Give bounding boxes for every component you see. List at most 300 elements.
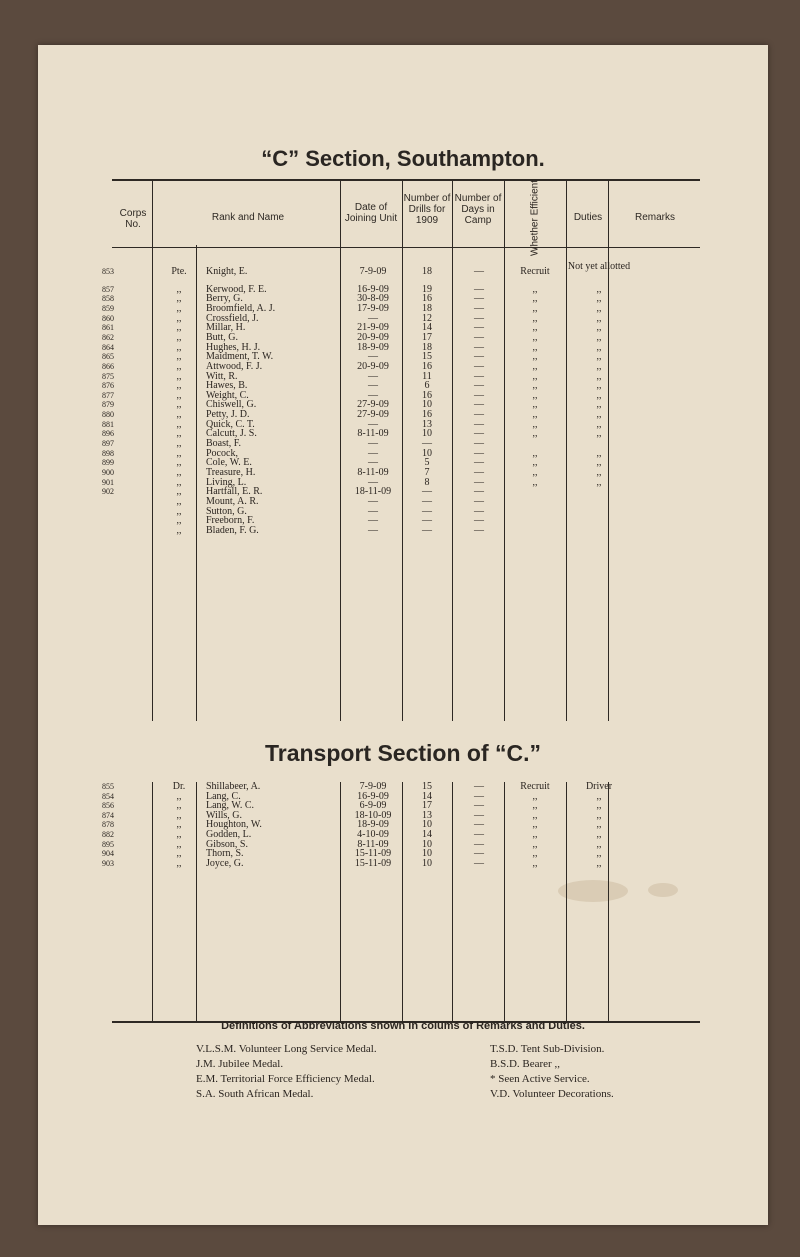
camp-days: —	[474, 266, 484, 277]
duties-value: ,,	[596, 790, 602, 802]
joining-date: 20-9-09	[357, 360, 389, 372]
rank: ,,	[176, 495, 182, 507]
drills-count: 14	[422, 322, 432, 334]
camp-days: —	[474, 380, 484, 392]
rank: ,,	[176, 331, 182, 343]
member-name: Hawes, B.	[206, 380, 248, 392]
joining-date: —	[368, 418, 378, 430]
header-drills: Number of Drills for 1909	[403, 193, 451, 226]
rank: ,,	[176, 819, 182, 831]
camp-days: —	[474, 524, 484, 536]
definition-item: S.A. South African Medal.	[196, 1088, 314, 1100]
duties-value: ,,	[596, 457, 602, 469]
joining-date: 16-9-09	[357, 283, 389, 295]
header-days-camp: Number of Days in Camp	[454, 193, 502, 226]
joining-date: 8-11-09	[357, 838, 389, 850]
definition-item: J.M. Jubilee Medal.	[196, 1058, 284, 1070]
drills-count: 7	[424, 467, 430, 478]
rank: ,,	[176, 302, 182, 314]
camp-days: —	[474, 838, 484, 850]
drills-count: —	[422, 438, 432, 450]
joining-date: 27-9-09	[357, 399, 389, 411]
corps-number: 854	[102, 791, 114, 801]
drills-count: 19	[422, 283, 432, 295]
camp-days: —	[474, 293, 484, 305]
joining-date: 4-10-09	[357, 829, 389, 840]
table-top-rule	[112, 179, 700, 181]
duties-value: ,,	[596, 312, 602, 324]
duties-value: ,,	[596, 838, 602, 850]
rank: ,,	[176, 524, 182, 536]
duties-value: ,,	[596, 800, 602, 812]
corps-number: 860	[102, 313, 114, 323]
camp-days: —	[474, 351, 484, 363]
efficiency-status: ,,	[532, 283, 538, 295]
rank: ,,	[176, 389, 182, 401]
joining-date: —	[368, 351, 378, 363]
rank: ,,	[176, 848, 182, 860]
efficiency-status: ,,	[532, 360, 538, 372]
corps-number: 875	[102, 371, 114, 381]
duties-value: ,,	[596, 399, 602, 411]
efficiency-status: ,,	[532, 331, 538, 343]
member-name: Pocock,	[206, 447, 238, 459]
header-efficient-cell	[504, 180, 566, 256]
drills-count: 14	[422, 829, 432, 840]
header-duties: Duties	[573, 212, 603, 223]
joining-date: 7-9-09	[359, 266, 387, 277]
rank: ,,	[176, 351, 182, 363]
member-name: Sutton, G.	[206, 505, 247, 517]
member-name: Hartfall, E. R.	[206, 486, 263, 498]
definition-item: V.D. Volunteer Decorations.	[490, 1088, 614, 1100]
efficiency-status: ,,	[532, 848, 538, 860]
drills-count: 18	[422, 341, 432, 353]
corps-number: 859	[102, 303, 114, 313]
camp-days: —	[474, 360, 484, 372]
drills-count: 18	[422, 266, 432, 277]
duties-value: ,,	[596, 819, 602, 831]
drills-count: 13	[422, 418, 432, 430]
joining-date: —	[368, 389, 378, 401]
drills-count: 18	[422, 302, 432, 314]
corps-number: 882	[102, 830, 114, 839]
duties-value: ,,	[596, 476, 602, 488]
duties-value: ,,	[596, 380, 602, 392]
corps-number: 896	[102, 429, 114, 439]
joining-date: —	[368, 447, 378, 459]
member-name: Chiswell, G.	[206, 399, 257, 411]
member-name: Attwood, F. J.	[206, 360, 263, 372]
member-name: Bladen, F. G.	[206, 524, 259, 536]
drills-count: 16	[422, 389, 432, 401]
efficiency-status: ,,	[532, 351, 538, 363]
efficiency-status: ,,	[532, 790, 538, 802]
camp-days: —	[474, 495, 484, 507]
camp-days: —	[474, 790, 484, 802]
member-name: Hughes, H. J.	[206, 341, 261, 353]
corps-number: 866	[102, 361, 114, 371]
rank: ,,	[176, 283, 182, 295]
rank: ,,	[176, 790, 182, 802]
definition-item: E.M. Territorial Force Efficiency Medal.	[196, 1073, 375, 1085]
definition-item: * Seen Active Service.	[490, 1073, 590, 1085]
duties-value: Not yet allotted	[567, 261, 631, 272]
corps-number: 865	[102, 352, 114, 362]
header-efficient: Whether Efficient	[529, 180, 541, 256]
drills-count: 12	[422, 312, 432, 324]
member-name: Crossfield, J.	[206, 312, 259, 324]
camp-days: —	[474, 302, 484, 314]
efficiency-status: ,,	[532, 476, 538, 488]
joining-date: 18-11-09	[354, 486, 392, 498]
drills-count: 10	[422, 399, 432, 411]
camp-days: —	[474, 331, 484, 343]
drills-count: 11	[422, 370, 432, 382]
duties-value: ,,	[596, 351, 602, 363]
duties-value: ,,	[596, 809, 602, 821]
corps-number: 862	[102, 332, 114, 342]
camp-days: —	[474, 857, 484, 869]
drills-count: —	[422, 524, 432, 536]
corps-number: 902	[102, 487, 114, 497]
member-name: Calcutt, J. S.	[206, 428, 257, 440]
drills-count: —	[422, 515, 432, 527]
transport-row	[38, 858, 768, 869]
drills-count: —	[422, 495, 432, 507]
member-name: Gibson, S.	[206, 838, 248, 850]
duties-value: ,,	[596, 409, 602, 421]
member-name: Thorn, S.	[206, 848, 244, 860]
drills-count: 17	[422, 800, 432, 812]
corps-number: 876	[102, 381, 114, 391]
rank: ,,	[176, 515, 182, 527]
rank: ,,	[176, 399, 182, 411]
header-corps-no: Corps No.	[119, 208, 147, 230]
camp-days: —	[474, 486, 484, 498]
rank: ,,	[176, 438, 182, 450]
duties-value: ,,	[596, 447, 602, 459]
drills-count: 16	[422, 360, 432, 372]
duties-value: ,,	[596, 360, 602, 372]
efficiency-status: Recruit	[520, 781, 550, 792]
paper-stain	[648, 883, 678, 897]
drills-count: —	[422, 505, 432, 517]
duties-value: ,,	[596, 418, 602, 430]
efficiency-status: ,,	[532, 819, 538, 831]
camp-days: —	[474, 283, 484, 295]
efficiency-status: ,,	[532, 341, 538, 353]
corps-number: 904	[102, 849, 114, 859]
corps-number: 903	[102, 858, 114, 868]
joining-date: 20-9-09	[357, 331, 389, 343]
member-name: Weight, C.	[206, 389, 249, 401]
definitions-title: Definitions of Abbreviations shown in colums of Remarks and Duties.	[221, 1020, 585, 1032]
efficiency-status: ,,	[532, 809, 538, 821]
efficiency-status: ,,	[532, 428, 538, 440]
duties-value: Driver	[585, 781, 613, 792]
camp-days: —	[474, 515, 484, 527]
member-name: Knight, E.	[206, 266, 248, 277]
corps-number: 856	[102, 801, 114, 811]
corps-number: 881	[102, 419, 114, 429]
efficiency-status: ,,	[532, 800, 538, 812]
corps-number: 858	[102, 294, 114, 304]
camp-days: —	[474, 829, 484, 840]
camp-days: —	[474, 476, 484, 488]
rank: ,,	[176, 312, 182, 324]
transport-section-title: Transport Section of “C.”	[264, 740, 542, 766]
member-name: Lang, C.	[206, 790, 241, 802]
member-name: Cole, W. E.	[206, 457, 252, 469]
rank: ,,	[176, 380, 182, 392]
drills-count: 14	[422, 790, 432, 802]
rank: ,,	[176, 447, 182, 459]
camp-days: —	[474, 409, 484, 421]
corps-number: 857	[102, 284, 114, 294]
corps-number: 861	[102, 323, 114, 333]
duties-value: ,,	[596, 293, 602, 305]
camp-days: —	[474, 467, 484, 478]
member-row	[38, 525, 768, 536]
drills-count: —	[422, 486, 432, 498]
efficiency-status: ,,	[532, 370, 538, 382]
rank: ,,	[176, 322, 182, 334]
rank: ,,	[176, 418, 182, 430]
rank: ,,	[176, 428, 182, 440]
efficiency-status: ,,	[532, 857, 538, 869]
joining-date: —	[368, 495, 378, 507]
efficiency-status: ,,	[532, 389, 538, 401]
efficiency-status: ,,	[532, 418, 538, 430]
drills-count: 10	[422, 848, 432, 860]
joining-date: 18-9-09	[357, 819, 389, 831]
definition-item: B.S.D. Bearer ,,	[490, 1058, 560, 1070]
camp-days: —	[474, 418, 484, 430]
rank: ,,	[176, 838, 182, 850]
duties-value: ,,	[596, 389, 602, 401]
rank: Pte.	[171, 266, 187, 277]
definition-item: V.L.S.M. Volunteer Long Service Medal.	[196, 1043, 377, 1055]
camp-days: —	[474, 428, 484, 440]
rank: ,,	[176, 857, 182, 869]
joining-date: —	[368, 515, 378, 527]
joining-date: 15-11-09	[354, 848, 392, 860]
joining-date: —	[368, 476, 378, 488]
drills-count: 10	[422, 857, 432, 869]
rank: ,,	[176, 829, 182, 840]
rank: ,,	[176, 467, 182, 478]
drills-count: 15	[422, 351, 432, 363]
efficiency-status: ,,	[532, 380, 538, 392]
corps-number: 880	[102, 410, 114, 420]
camp-days: —	[474, 800, 484, 812]
document-sheet	[38, 45, 768, 1225]
corps-number: 898	[102, 448, 114, 458]
joining-date: 8-11-09	[357, 467, 389, 478]
camp-days: —	[474, 312, 484, 324]
rank: ,,	[176, 505, 182, 517]
joining-date: —	[368, 438, 378, 450]
rank: ,,	[176, 476, 182, 488]
duties-value: ,,	[596, 428, 602, 440]
efficiency-status: Recruit	[520, 266, 550, 277]
joining-date: 17-9-09	[357, 302, 389, 314]
corps-number: 877	[102, 390, 114, 400]
member-name: Butt, G.	[206, 331, 238, 343]
camp-days: —	[474, 781, 484, 792]
corps-number: 897	[102, 439, 114, 449]
member-name: Berry, G.	[206, 293, 243, 305]
drills-count: 6	[424, 380, 430, 392]
rank: ,,	[176, 341, 182, 353]
rank: ,,	[176, 486, 182, 498]
member-name: Lang, W. C.	[206, 800, 255, 812]
camp-days: —	[474, 322, 484, 334]
joining-date: 30-8-09	[357, 293, 389, 305]
efficiency-status: ,,	[532, 312, 538, 324]
corps-number: 864	[102, 342, 114, 352]
member-name: Witt, R.	[206, 370, 238, 382]
joining-date: 16-9-09	[357, 790, 389, 802]
member-name: Kerwood, F. E.	[206, 283, 267, 295]
duties-value: ,,	[596, 302, 602, 314]
corps-number: 853	[102, 267, 114, 276]
member-name: Joyce, G.	[206, 857, 244, 869]
drills-count: 10	[422, 447, 432, 459]
member-name: Broomfield, A. J.	[206, 302, 276, 314]
header-remarks: Remarks	[634, 212, 675, 223]
camp-days: —	[474, 370, 484, 382]
rank: ,,	[176, 360, 182, 372]
camp-days: —	[474, 341, 484, 353]
duties-value: ,,	[596, 848, 602, 860]
member-name: Living, L.	[206, 476, 247, 488]
member-name: Mount, A. R.	[206, 495, 259, 507]
rank: ,,	[176, 800, 182, 812]
header-bottom-rule	[112, 247, 700, 248]
efficiency-status: ,,	[532, 457, 538, 469]
rank: Dr.	[172, 781, 186, 792]
rank: ,,	[176, 409, 182, 421]
camp-days: —	[474, 447, 484, 459]
header-rank-name: Rank and Name	[211, 212, 285, 223]
joining-date: 27-9-09	[357, 409, 389, 421]
efficiency-status: ,,	[532, 829, 538, 840]
camp-days: —	[474, 809, 484, 821]
rank: ,,	[176, 370, 182, 382]
camp-days: —	[474, 389, 484, 401]
corps-number: 878	[102, 820, 114, 830]
member-name: Houghton, W.	[206, 819, 262, 831]
member-name: Wills, G.	[206, 809, 242, 821]
duties-value: ,,	[596, 341, 602, 353]
drills-count: 5	[424, 457, 430, 469]
member-name: Maidment, T. W.	[206, 351, 274, 363]
efficiency-status: ,,	[532, 447, 538, 459]
joining-date: 21-9-09	[357, 322, 389, 334]
corps-number: 855	[102, 782, 114, 791]
efficiency-status: ,,	[532, 293, 538, 305]
camp-days: —	[474, 438, 484, 450]
corps-number: 895	[102, 839, 114, 849]
joining-date: —	[368, 380, 378, 392]
joining-date: —	[368, 457, 378, 469]
drills-count: 17	[422, 331, 432, 343]
paper-stain	[558, 880, 628, 902]
member-name: Godden, L.	[206, 829, 252, 840]
section-title: “C” Section, Southampton.	[261, 146, 545, 171]
member-name: Millar, H.	[206, 322, 246, 334]
camp-days: —	[474, 457, 484, 469]
definition-item: T.S.D. Tent Sub-Division.	[490, 1043, 605, 1055]
duties-value: ,,	[596, 331, 602, 343]
drills-count: 10	[422, 819, 432, 831]
duties-value: ,,	[596, 283, 602, 295]
drills-count: 10	[422, 428, 432, 440]
drills-count: 15	[422, 781, 432, 792]
joining-date: —	[368, 524, 378, 536]
joining-date: 15-11-09	[354, 857, 392, 869]
rank: ,,	[176, 293, 182, 305]
joining-date: —	[368, 370, 378, 382]
member-name: Boast, F.	[206, 438, 242, 450]
joining-date: 7-9-09	[359, 781, 387, 792]
efficiency-status: ,,	[532, 322, 538, 334]
duties-value: ,,	[596, 829, 602, 840]
camp-days: —	[474, 505, 484, 517]
member-name: Shillabeer, A.	[206, 781, 261, 792]
corps-number: 900	[102, 468, 114, 477]
joining-date: 8-11-09	[357, 428, 389, 440]
rank: ,,	[176, 457, 182, 469]
drills-count: 13	[422, 809, 432, 821]
member-name: Petty, J. D.	[206, 409, 250, 421]
joining-date: 6-9-09	[359, 800, 387, 812]
duties-value: ,,	[596, 322, 602, 334]
joining-date: 18-10-09	[354, 809, 392, 821]
joining-date: 18-9-09	[357, 341, 389, 353]
duties-value: ,,	[596, 857, 602, 869]
efficiency-status: ,,	[532, 409, 538, 421]
corps-number: 901	[102, 477, 114, 487]
drills-count: 16	[422, 293, 432, 305]
camp-days: —	[474, 819, 484, 831]
member-name: Freeborn, F.	[206, 515, 255, 527]
rank: ,,	[176, 809, 182, 821]
joining-date: —	[368, 312, 378, 324]
member-row	[38, 261, 768, 277]
member-name: Quick, C. T.	[206, 418, 255, 430]
corps-number: 899	[102, 458, 114, 468]
efficiency-status: ,,	[532, 467, 538, 478]
drills-count: 10	[422, 838, 432, 850]
corps-number: 879	[102, 400, 114, 410]
duties-value: ,,	[596, 370, 602, 382]
efficiency-status: ,,	[532, 399, 538, 411]
header-date-joining: Date of Joining Unit	[344, 202, 398, 224]
drills-count: 8	[424, 476, 430, 488]
efficiency-status: ,,	[532, 838, 538, 850]
corps-number: 874	[102, 810, 114, 820]
drills-count: 16	[422, 409, 432, 421]
joining-date: —	[368, 505, 378, 517]
camp-days: —	[474, 399, 484, 411]
camp-days: —	[474, 848, 484, 860]
duties-value: ,,	[596, 467, 602, 478]
efficiency-status: ,,	[532, 302, 538, 314]
member-name: Treasure, H.	[206, 467, 256, 478]
